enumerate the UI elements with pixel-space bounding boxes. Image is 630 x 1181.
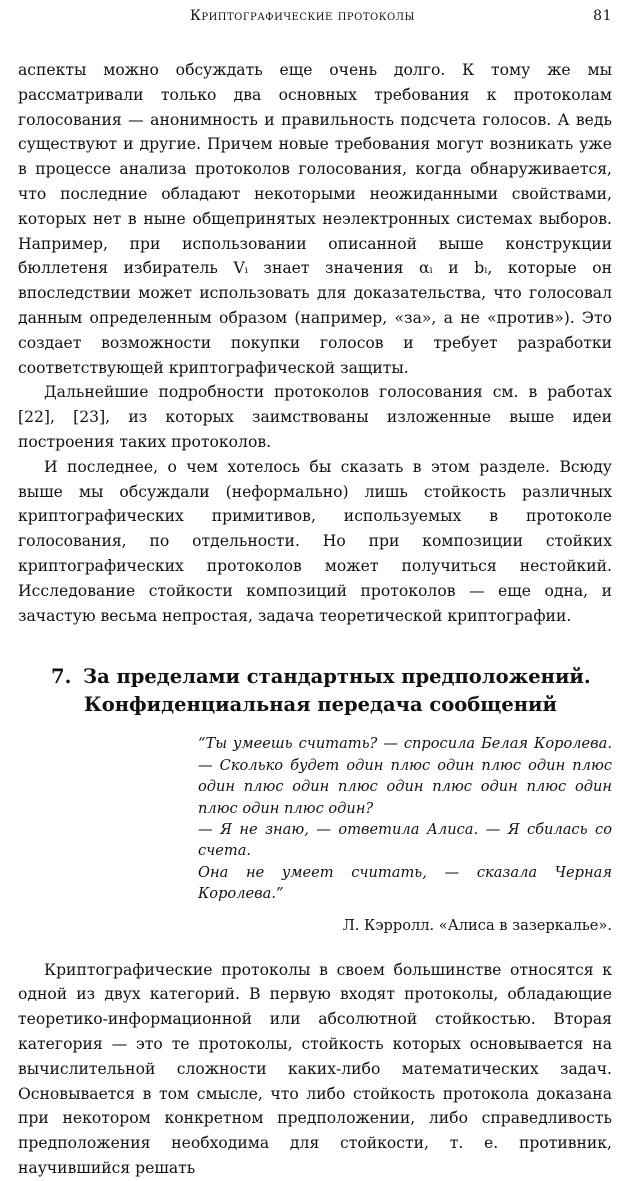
epigraph-attribution: Л. Кэрролл. «Алиса в зазеркалье». [342,916,612,934]
paragraph-references: Дальнейшие подробности протоколов голосования см. в работах [22], [23], из которых заимствованы изложенные выше идеи построения таких протоколов. [18,383,612,451]
section-title-line2: Конфиденциальная передача сообщений [84,693,557,717]
running-head [18,8,612,30]
section-heading [51,663,612,719]
paragraph-composition: И последнее, о чем хотелось бы сказать в этом разделе. Всюду выше мы обсуждали (неформально) лишь стойкость различных криптографических примитивов, используемых в протоколе голосования, по отдельности. Но при композиции стойких криптографических протоколов может получиться нестойкий. Исследование стойкости композиций протоколов — еще одна, и зачастую весьма непростая, задача теоретической криптографии. [18,457,612,625]
section-title-line1: За пределами стандартных предположений. [83,665,591,689]
epigraph-line: Она не умеет считать, — сказала Черная Королева.” [198,863,612,903]
page-body [18,58,612,1181]
paragraph-voting-requirements: аспекты можно обсуждать еще очень долго. К тому же мы рассматривали только два основных требования к протоколам голосования — анонимность и правильность подсчета голосов. А ведь существуют и другие. Причем новые требования могут возникать уже в процессе анализа протоколов голосования, когда обнаруживается, что последние обладают некоторыми неожиданными свойствами, которых нет в ныне общепринятых неэлектронных системах выборов. Например, при использовании описанной выше конструкции бюллетеня избиратель Vᵢ знает значения αᵢ и bᵢ, которые он впоследствии может использовать для доказательства, что голосовал данным определенным образом (например, «за», а не «против»). Это создает возможности покупки голосов и требует разработки соответствующей криптографической защиты. [18,61,612,377]
paragraph-protocol-categories: Криптографические протоколы в своем большинстве относятся к одной из двух категорий. В первую входят протоколы, обладающие теоретико-информационной или абсолютной стойкостью. Вторая категория — это те протоколы, стойкость которых основывается на вычислительной сложности каких-либо математических задач. Основывается в том смысле, что либо стойкость протокола доказана при некотором конкретном предположении, либо справедливость предположения необходима для стойкости, т. е. противник, научившийся решать [18,960,612,1177]
running-head-title: Криптографические протоколы [190,8,415,24]
epigraph [198,733,612,904]
epigraph-line: — Я не знаю, — ответила Алиса. — Я сбилась со счета. [198,820,612,860]
epigraph-line: “Ты умеешь считать? — спросила Белая Королева.— Сколько будет один плюс один плюс один плюс один плюс один плюс один плюс один плюс один плюс один плюс один? [198,735,612,817]
page-number: 81 [593,8,612,24]
section-number: 7. [51,665,72,689]
